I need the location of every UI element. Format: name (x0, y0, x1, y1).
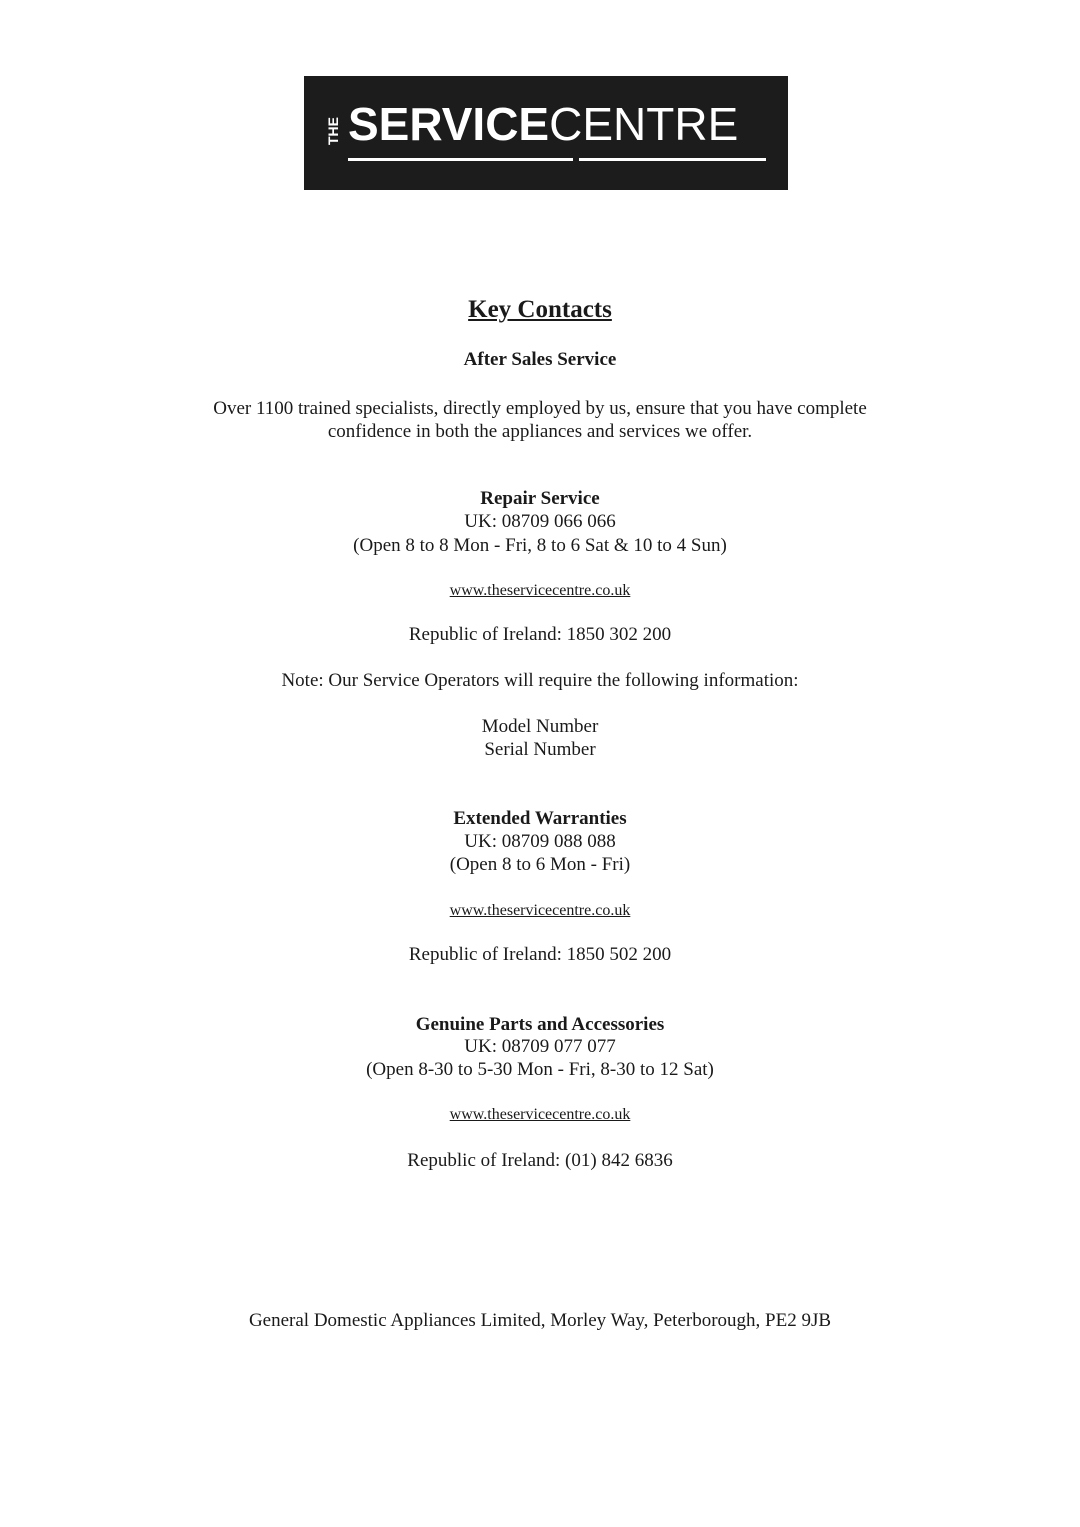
repair-roi-phone: Republic of Ireland: 1850 302 200 (408, 624, 672, 645)
extended-warranties-heading: Extended Warranties (453, 808, 627, 829)
warranties-hours: (Open 8 to 6 Mon - Fri) (449, 854, 631, 875)
logo-wordmark (348, 94, 738, 154)
parts-hours: (Open 8-30 to 5-30 Mon - Fri, 8-30 to 12 Sat) (366, 1059, 714, 1080)
note-item-model-number: Model Number (481, 716, 599, 737)
page-title: Key Contacts (468, 296, 612, 323)
logo-underline-gap (573, 158, 579, 161)
parts-roi-phone: Republic of Ireland: (01) 842 6836 (407, 1150, 673, 1171)
logo-word-service: SERVICE (348, 98, 550, 150)
service-centre-logo (304, 76, 788, 190)
note-item-serial-number: Serial Number (484, 739, 596, 760)
logo-word-centre: CENTRE (549, 98, 739, 150)
repair-service-heading: Repair Service (480, 488, 600, 509)
repair-uk-phone: UK: 08709 066 066 (464, 511, 616, 532)
footer-address: General Domestic Appliances Limited, Morley Way, Peterborough, PE2 9JB (248, 1310, 832, 1331)
warranties-website-link[interactable]: www.theservicecentre.co.uk (449, 902, 631, 919)
repair-website-link[interactable]: www.theservicecentre.co.uk (449, 582, 631, 599)
parts-website-link[interactable]: www.theservicecentre.co.uk (449, 1106, 631, 1123)
after-sales-intro-line-1: Over 1100 trained specialists, directly employed by us, ensure that you have complete (213, 398, 867, 419)
warranties-uk-phone: UK: 08709 088 088 (464, 831, 616, 852)
parts-uk-phone: UK: 08709 077 077 (464, 1036, 616, 1057)
repair-hours: (Open 8 to 8 Mon - Fri, 8 to 6 Sat & 10 to 4 Sun) (353, 535, 727, 556)
parts-accessories-heading: Genuine Parts and Accessories (415, 1014, 665, 1035)
operator-note: Note: Our Service Operators will require the following information: (281, 670, 799, 691)
after-sales-intro-line-2: confidence in both the appliances and services we offer. (327, 421, 753, 442)
logo-underline (348, 158, 766, 161)
after-sales-heading: After Sales Service (463, 349, 617, 370)
warranties-roi-phone: Republic of Ireland: 1850 502 200 (408, 944, 672, 965)
logo-the-text: THE (325, 117, 341, 145)
logo-the-mark (324, 98, 342, 164)
